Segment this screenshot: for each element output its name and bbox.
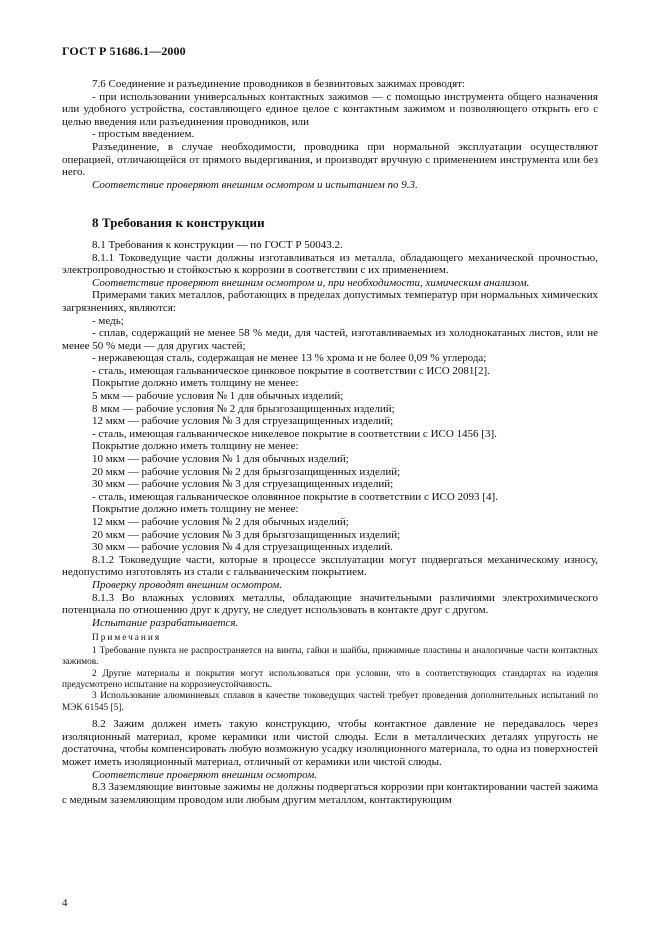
list-item: Покрытие должно иметь толщину не менее: <box>92 377 299 390</box>
notes-block <box>62 633 598 714</box>
list-item: - при использовании универсальных контактных зажимов — с помощью инструмента общего назначения или удобного устройства, составляющего единое целое с контактным зажимом и позволяющего открыть его с целью введения или разъединения проводников, или <box>62 90 598 128</box>
list-item: - сталь, имеющая гальваническое никелевое покрытие в соответствии с ИСО 1456 [3]. <box>92 427 497 440</box>
check-note: Соответствие проверяют внешним осмотром и, при необходимости, химическим анализом. <box>92 276 530 289</box>
paragraph-8-1: 8.1 Требования к конструкции — по ГОСТ Р 50043.2. <box>92 238 343 251</box>
list-item: 10 мкм — рабочие условия № 1 для обычных изделий; <box>92 453 349 466</box>
note-item: 1 Требование пункта не распространяется на винты, гайки и шайбы, прижимные пластины и аналогичные части контактных зажимов. <box>62 645 598 668</box>
check-note: Проверку проводят внешним осмотром. <box>92 578 283 591</box>
page-number: 4 <box>62 897 68 909</box>
list-item: - сталь, имеющая гальваническое цинковое покрытие в соответствии с ИСО 2081[2]. <box>92 364 490 377</box>
notes-heading: Примечания <box>92 633 162 644</box>
test-note: Испытание разрабатывается. <box>92 616 239 629</box>
check-note: Соответствие проверяют внешним осмотром и испытанием по 9.3. <box>92 178 418 191</box>
paragraph-8-2: 8.2 Зажим должен иметь такую конструкцию, чтобы контактное давление не передавалось через изоляционный материал, кроме керамики или чистой слюды. Если в металлических деталях упругость не достаточна, чтобы компенсировать любую возможную усадку изоляционного материала, то одна из поверхностей может иметь изоляционный материал, отличный от керамики или чистой слюды. <box>62 718 598 768</box>
list-item: - медь; <box>92 314 124 327</box>
note-item: 2 Другие материалы и покрытия могут использоваться при условии, что в соответствующих стандартах на изделия предусмотрено испытание на коррозиеустойчивость. <box>62 668 598 690</box>
list-item: - сталь, имеющая гальваническое оловянное покрытие в соответствии с ИСО 2093 [4]. <box>92 490 498 503</box>
list-item: Покрытие должно иметь толщину не менее: <box>92 440 299 453</box>
section-heading: 8 Требования к конструкции <box>92 215 265 231</box>
list-item: - сплав, содержащий не менее 58 % меди, для частей, изготавливаемых из холоднокатаных листов, или не менее 50 % меди — для других частей; <box>62 327 598 352</box>
paragraph-8-1-1: 8.1.1 Токоведущие части должны изготавливаться из металла, обладающего механической прочностью, электропроводностью и стойкостью к коррозии в соответствии с их применением. <box>62 251 598 277</box>
paragraph: Примерами таких металлов, работающих в пределах допустимых температур при нормальных химических загрязнениях, являются: <box>62 289 598 314</box>
list-item: 30 мкм — рабочие условия № 3 для струезащищенных изделий; <box>92 478 394 491</box>
check-note: Соответствие проверяют внешним осмотром. <box>92 768 317 781</box>
document-header: ГОСТ Р 51686.1—2000 <box>62 44 186 58</box>
paragraph-8-1-2: 8.1.2 Токоведущие части, которые в процессе эксплуатации могут подвергаться механическому износу, недопустимо изготовлять из стали с гальваническим покрытием. <box>62 553 598 579</box>
list-item: 20 мкм — рабочие условия № 3 для брызгозащищенных изделий; <box>92 528 401 541</box>
body-text <box>62 78 598 806</box>
list-item: Покрытие должно иметь толщину не менее: <box>92 503 299 516</box>
paragraph-8-3: 8.3 Заземляющие винтовые зажимы не должны подвергаться коррозии при контактировании частей зажима с медным заземляющим проводом или любым другим металлом, контактирующим <box>62 781 598 806</box>
list-item: 30 мкм — рабочие условия № 4 для струезащищенных изделий. <box>92 541 393 554</box>
list-item: 8 мкм — рабочие условия № 2 для брызгозащищенных изделий; <box>92 402 395 415</box>
note-item: 3 Использование алюминиевых сплавов в качестве токоведущих частей требует проведения дополнительных испытаний по МЭК 61545 [5]. <box>62 691 598 713</box>
list-item: - простым введением. <box>92 128 195 141</box>
paragraph-7-6: 7.6 Соединение и разъединение проводников в безвинтовых зажимах проводят: <box>92 78 466 90</box>
paragraph-8-1-3: 8.1.3 Во влажных условиях металлы, обладающие значительными различиями электрохимического потенциала по отношению друг к другу, не следует использовать в контакте друг с другом. <box>62 591 598 617</box>
list-item: 20 мкм — рабочие условия № 2 для брызгозащищенных изделий; <box>92 465 401 478</box>
list-item: 12 мкм — рабочие условия № 2 для обычных изделий; <box>92 516 349 528</box>
list-item: 12 мкм — рабочие условия № 3 для струезащищенных изделий; <box>92 415 394 428</box>
paragraph: Разъединение, в случае необходимости, проводника при нормальной эксплуатации осуществляют операцией, отличающейся от прямого выдергивания, и производят вручную с применением инструмента или без него. <box>62 140 598 179</box>
list-item: 5 мкм — рабочие условия № 1 для обычных изделий; <box>92 390 344 403</box>
list-item: - нержавеющая сталь, содержащая не менее 13 % хрома и не более 0,09 % углерода; <box>92 352 487 365</box>
